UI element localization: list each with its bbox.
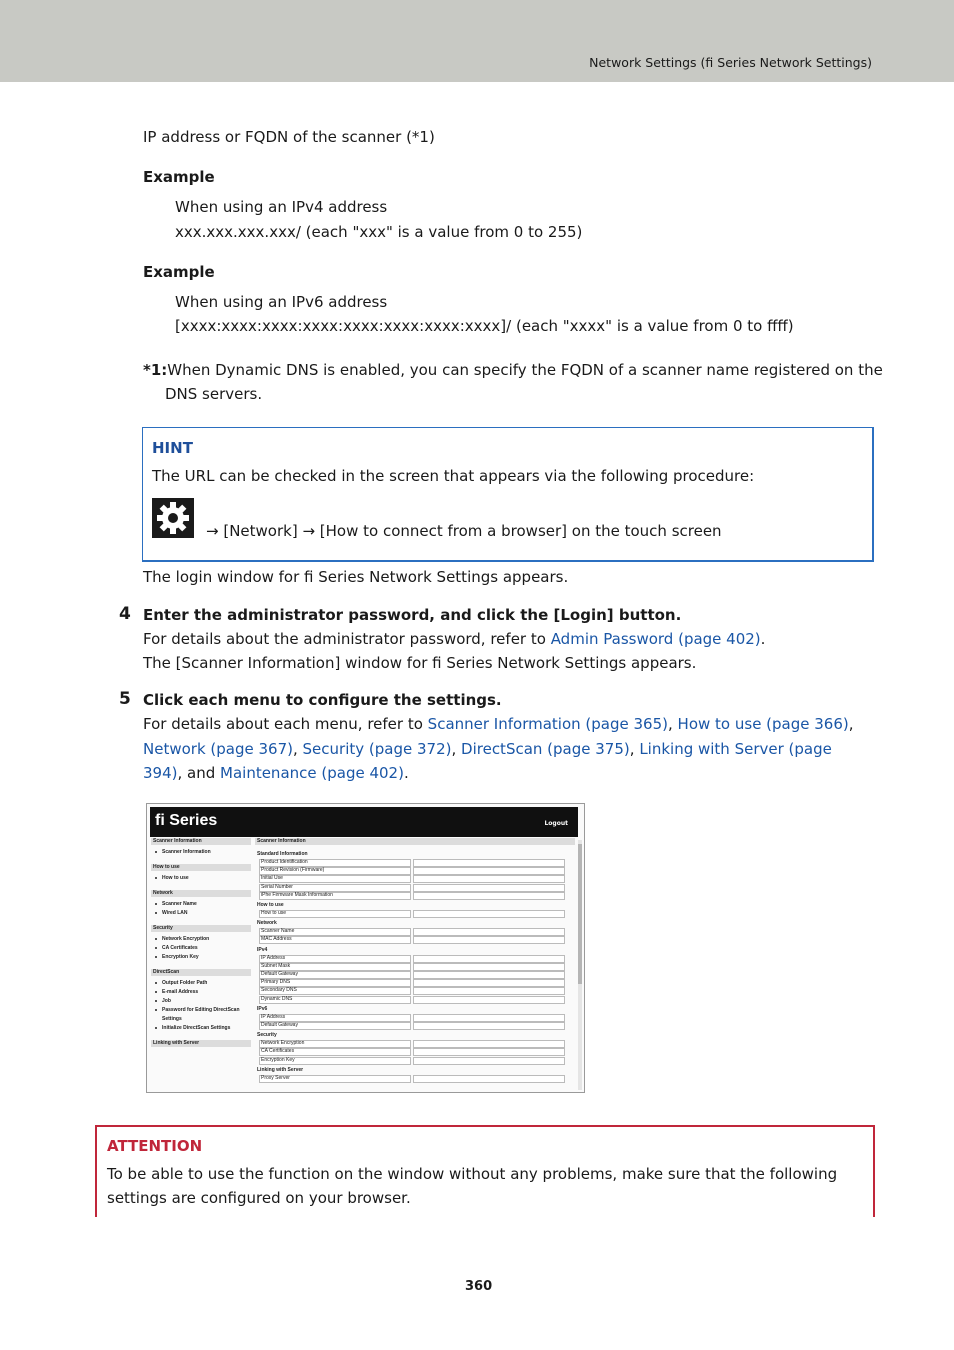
- field-value-box: [413, 987, 565, 995]
- field-label: CA Certificates: [261, 1048, 295, 1055]
- sentence-end: .: [403, 764, 409, 782]
- screenshot-header-bar: [150, 807, 578, 837]
- bullet-icon: [155, 947, 157, 949]
- scanner-information-link[interactable]: Scanner Information (page 365): [427, 715, 668, 733]
- sidebar-item[interactable]: Wired LAN: [162, 910, 188, 916]
- step-4-number: 4: [119, 604, 131, 624]
- field-value-box: [413, 963, 565, 971]
- section-title: IPv6: [257, 1005, 268, 1012]
- field-label: Network Encryption: [261, 1040, 305, 1047]
- gear-icon: [152, 498, 194, 538]
- field-value-box: [413, 928, 565, 936]
- sidebar-item[interactable]: How to use: [162, 875, 189, 881]
- footnote-marker: *1:: [143, 361, 168, 379]
- section-title: Network: [257, 920, 277, 927]
- attention-line1: To be able to use the function on the window without any problems, make sure that the following: [107, 1165, 838, 1183]
- footnote-line2: DNS servers.: [165, 385, 263, 403]
- sidebar-item[interactable]: Output Folder Path: [162, 980, 208, 986]
- field-value-box: [413, 1022, 565, 1030]
- step-5-title: Click each menu to configure the settings.: [143, 691, 502, 709]
- step-5-detail-line3: [143, 764, 409, 782]
- field-value-box: [413, 1075, 565, 1083]
- and-text: , and: [177, 764, 221, 782]
- sidebar-item[interactable]: Settings: [162, 1016, 182, 1022]
- field-value-box: [413, 979, 565, 987]
- section-title: Security: [257, 1032, 277, 1039]
- field-value-box: [413, 892, 565, 900]
- sidebar-item[interactable]: E-mail Address: [162, 989, 199, 995]
- field-value-box: [413, 971, 565, 979]
- sidebar-header[interactable]: Scanner Information: [153, 838, 202, 844]
- sidebar-header[interactable]: Linking with Server: [153, 1040, 200, 1046]
- hint-text: The URL can be checked in the screen that appears via the following procedure:: [152, 467, 755, 485]
- field-label: Serial Number: [261, 883, 293, 890]
- step-5-detail-prefix: For details about each menu, refer to: [143, 715, 428, 733]
- bullet-icon: [155, 938, 157, 940]
- bullet-icon: [155, 1000, 157, 1002]
- field-value-box: [413, 936, 565, 944]
- bullet-icon: [155, 982, 157, 984]
- field-value-box: [413, 875, 565, 883]
- example2-line2: [xxxx:xxxx:xxxx:xxxx:xxxx:xxxx:xxxx:xxxx]/ (each "xxxx" is a value from 0 to ffff): [175, 317, 794, 335]
- bullet-icon: [155, 991, 157, 993]
- example2-line1: When using an IPv6 address: [175, 293, 388, 311]
- field-label: Proxy Server: [261, 1074, 290, 1081]
- separator: ,: [667, 715, 673, 733]
- footnote-line1: When Dynamic DNS is enabled, you can specify the FQDN of a scanner name registered on the: [167, 361, 883, 379]
- sidebar-item[interactable]: Network Encryption: [162, 936, 210, 942]
- step-4-detail-prefix: For details about the administrator password, refer to: [143, 630, 551, 648]
- field-label: Primary DNS: [261, 979, 291, 986]
- page-number: 360: [465, 1279, 493, 1294]
- bullet-icon: [155, 851, 157, 853]
- sidebar-header[interactable]: Network: [153, 890, 173, 896]
- field-value-box: [413, 1048, 565, 1056]
- field-value-box: [413, 867, 565, 875]
- field-label: Default Gateway: [261, 971, 298, 977]
- admin-password-link[interactable]: Admin Password (page 402): [550, 630, 761, 648]
- field-label: Product Revision (Firmware): [261, 867, 325, 874]
- step-5-number: 5: [119, 689, 131, 709]
- hint-title: HINT: [152, 439, 193, 457]
- field-label: Initial Use: [261, 875, 283, 882]
- linking-with-server-link-cont[interactable]: 394): [143, 764, 178, 782]
- field-label: Encryption Key: [261, 1056, 295, 1063]
- field-value-box: [413, 955, 565, 963]
- sidebar-header[interactable]: Security: [153, 925, 173, 931]
- field-label: How to use: [261, 910, 287, 916]
- bullet-icon: [155, 903, 157, 905]
- field-label: Product Identification: [261, 859, 308, 865]
- logout-button[interactable]: Logout: [544, 820, 568, 827]
- field-label: Secondary DNS: [261, 987, 297, 994]
- bullet-icon: [155, 1027, 157, 1029]
- after-hint-text: The login window for fi Series Network Settings appears.: [143, 568, 569, 586]
- step-4-result: The [Scanner Information] window for fi Series Network Settings appears.: [143, 654, 697, 672]
- section-title: How to use: [257, 902, 284, 908]
- field-label: Default Gateway: [261, 1022, 298, 1028]
- field-label: Scanner Name: [261, 928, 295, 935]
- how-to-use-link[interactable]: How to use (page 366): [677, 715, 849, 733]
- separator: ,: [292, 740, 298, 758]
- sidebar-item[interactable]: Initialize DirectScan Settings: [162, 1025, 231, 1031]
- fi-series-logo: fi Series: [155, 812, 218, 829]
- section-title: Standard Information: [257, 851, 308, 857]
- main-header: Scanner Information: [257, 838, 306, 844]
- screenshot-scrollbar[interactable]: [578, 844, 582, 984]
- directscan-link[interactable]: DirectScan (page 375): [461, 740, 630, 758]
- example1-line1: When using an IPv4 address: [175, 198, 388, 216]
- step-4-detail: [143, 630, 765, 648]
- sidebar-item[interactable]: Scanner Name: [162, 901, 197, 907]
- hint-box: [142, 427, 874, 562]
- sidebar-item[interactable]: Password for Editing DirectScan: [162, 1007, 240, 1013]
- field-label: MAC Address: [261, 936, 292, 943]
- field-value-box: [413, 1014, 565, 1022]
- field-value-box: [413, 1057, 565, 1065]
- bullet-icon: [155, 956, 157, 958]
- step-5-detail-line2: [143, 740, 832, 758]
- hint-procedure: → [Network] → [How to connect from a browser] on the touch screen: [206, 522, 722, 540]
- field-label: IP Address: [261, 954, 286, 961]
- step-5-detail-line1: [143, 715, 854, 733]
- sidebar-header[interactable]: DirectScan: [153, 969, 180, 975]
- field-value-box: [413, 859, 565, 867]
- sidebar-item[interactable]: CA Certificates: [162, 945, 198, 951]
- network-link[interactable]: Network (page 367): [143, 740, 293, 758]
- intro-text: IP address or FQDN of the scanner (*1): [143, 128, 435, 146]
- field-label: Dynamic DNS: [261, 995, 293, 1002]
- field-value-box: [413, 910, 565, 918]
- field-label: Subnet Mask: [261, 962, 291, 969]
- separator: ,: [629, 740, 635, 758]
- field-label: IP Address: [261, 1013, 286, 1020]
- page-header: [0, 0, 954, 82]
- security-link[interactable]: Security (page 372): [302, 740, 452, 758]
- attention-title: ATTENTION: [107, 1137, 203, 1155]
- example-label-1: Example: [143, 168, 215, 186]
- sidebar-item[interactable]: Scanner Information: [162, 849, 211, 855]
- field-label: iPhe Firmware Mask Information: [261, 891, 333, 898]
- step-4-detail-suffix: .: [760, 630, 766, 648]
- step-4-title: Enter the administrator password, and click the [Login] button.: [143, 606, 682, 624]
- sidebar-item[interactable]: Job: [162, 998, 171, 1004]
- example-label-2: Example: [143, 263, 215, 281]
- section-title: IPv4: [257, 946, 268, 953]
- sidebar-header[interactable]: How to use: [153, 864, 180, 870]
- bullet-icon: [155, 912, 157, 914]
- section-title: Linking with Server: [257, 1066, 304, 1073]
- field-value-box: [413, 1040, 565, 1048]
- header-title: Network Settings (fi Series Network Settings): [589, 55, 872, 70]
- scanner-information-screenshot: [146, 803, 585, 1093]
- maintenance-link[interactable]: Maintenance (page 402): [220, 764, 404, 782]
- bullet-icon: [155, 1009, 157, 1011]
- example1-line2: xxx.xxx.xxx.xxx/ (each "xxx" is a value from 0 to 255): [175, 223, 583, 241]
- field-value-box: [413, 996, 565, 1004]
- field-value-box: [413, 884, 565, 892]
- separator: ,: [848, 715, 854, 733]
- separator: ,: [451, 740, 457, 758]
- footnote: [143, 361, 883, 379]
- linking-with-server-link[interactable]: Linking with Server (page: [639, 740, 832, 758]
- sidebar-item[interactable]: Encryption Key: [162, 954, 199, 960]
- attention-line2: settings are configured on your browser.: [107, 1189, 411, 1207]
- bullet-icon: [155, 877, 157, 879]
